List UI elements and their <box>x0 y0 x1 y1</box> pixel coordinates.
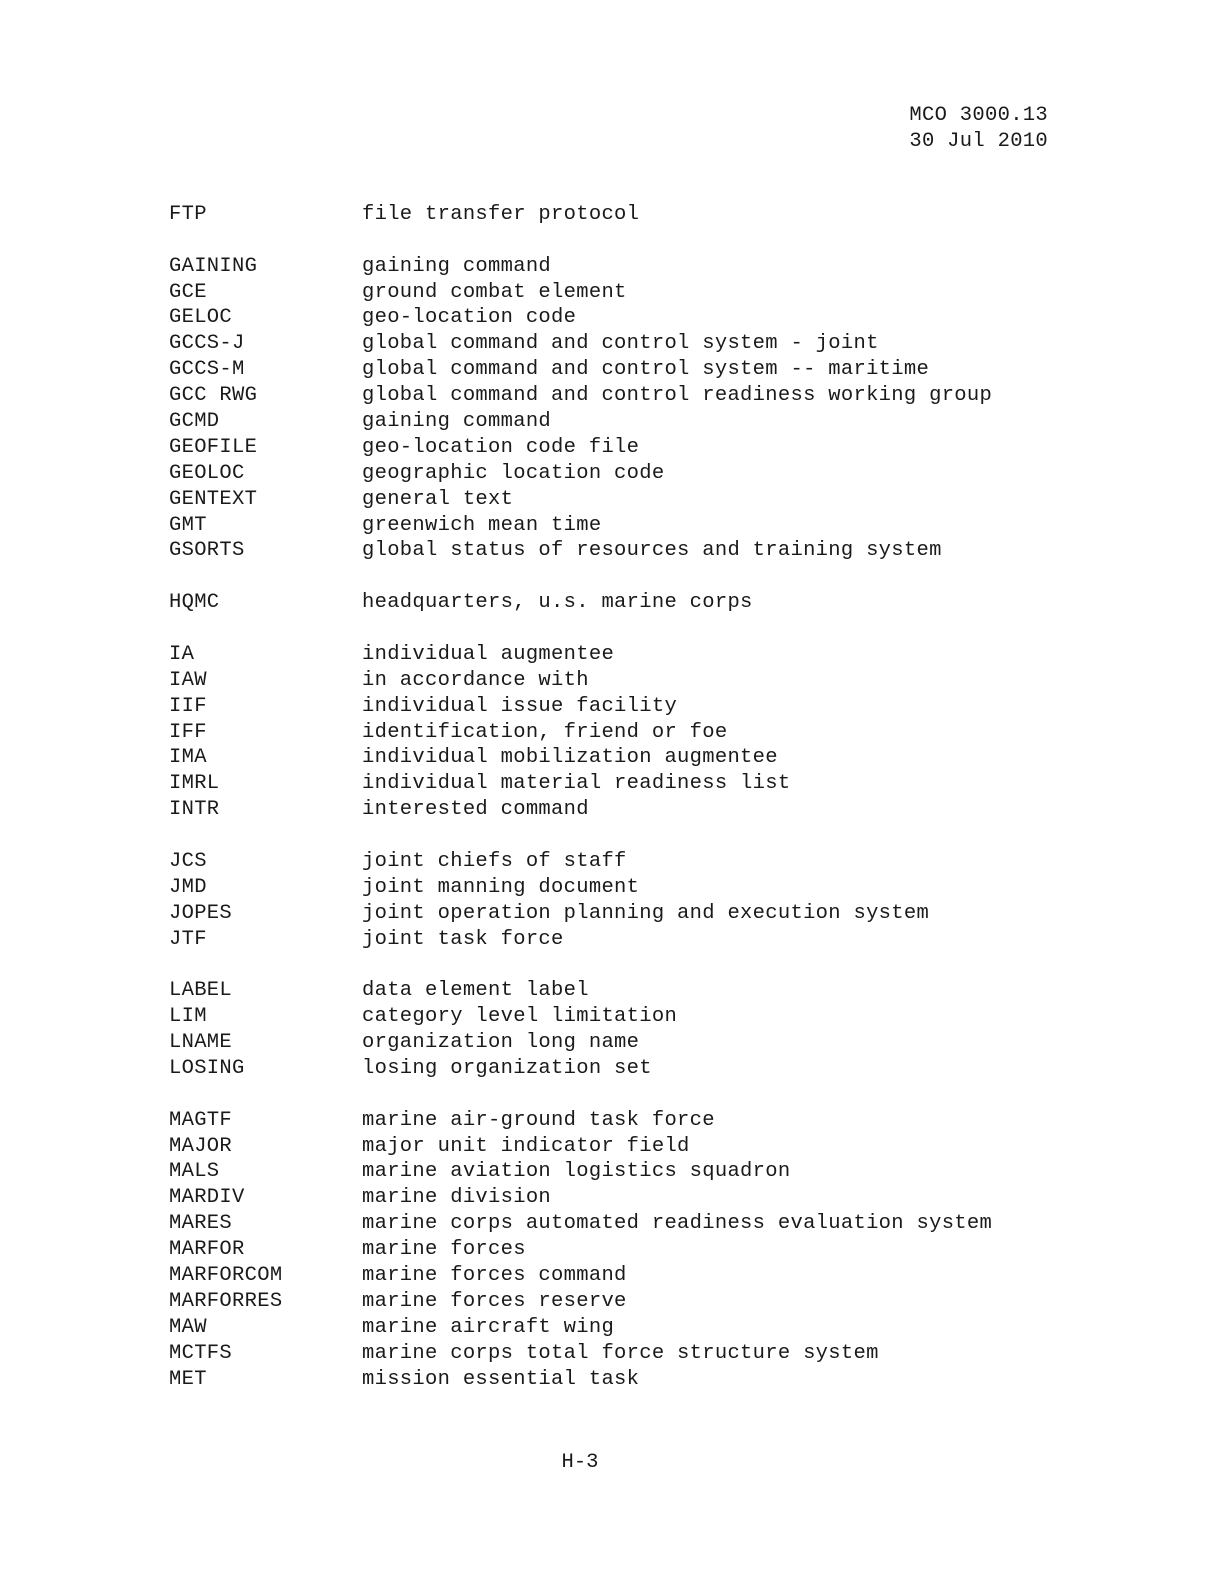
acronym-definition: global status of resources and training system <box>362 539 942 563</box>
acronym: LIM <box>169 1005 207 1029</box>
acronym: LNAME <box>169 1031 233 1055</box>
glossary-entry <box>169 435 1069 461</box>
glossary-entry <box>169 849 1069 875</box>
glossary-entry <box>169 331 1069 357</box>
acronym: MARFORCOM <box>169 1263 283 1287</box>
glossary-group <box>169 254 1069 565</box>
acronym: GAINING <box>169 254 258 278</box>
acronym: MALS <box>169 1160 220 1184</box>
acronym-definition: joint operation planning and execution system <box>362 901 930 925</box>
acronym-definition: individual material readiness list <box>362 772 791 796</box>
acronym-definition: geo-location code <box>362 306 577 330</box>
doc-date: 30 Jul 2010 <box>909 130 1048 153</box>
acronym: JOPES <box>169 901 233 925</box>
acronym-definition: file transfer protocol <box>362 203 640 226</box>
acronym-definition: marine division <box>362 1186 552 1210</box>
acronym-definition: greenwich mean time <box>362 513 602 537</box>
glossary-entry <box>169 1237 1069 1263</box>
acronym-definition: marine forces <box>362 1238 526 1262</box>
acronym: GEOLOC <box>169 461 245 485</box>
acronym: GCCS-M <box>169 358 245 382</box>
acronym: MARFORRES <box>169 1289 283 1313</box>
acronym: JCS <box>169 849 207 873</box>
glossary-entry <box>169 357 1069 383</box>
acronym-definition: losing organization set <box>362 1056 652 1080</box>
acronym-definition: marine air-ground task force <box>362 1108 715 1132</box>
glossary-entry <box>169 1134 1069 1160</box>
acronym-definition: identification, friend or foe <box>362 720 728 744</box>
acronym: IMRL <box>169 772 220 796</box>
acronym-definition: gaining command <box>362 410 552 434</box>
acronym-definition: global command and control system -- maritime <box>362 358 930 382</box>
acronym: MAGTF <box>169 1108 233 1132</box>
acronym-definition: data element label <box>362 979 589 1003</box>
acronym: GSORTS <box>169 539 245 563</box>
glossary-entry <box>169 1004 1069 1030</box>
acronym: MARES <box>169 1212 233 1236</box>
glossary-entry <box>169 875 1069 901</box>
glossary-entry <box>169 487 1069 513</box>
glossary-entry <box>169 771 1069 797</box>
acronym: IFF <box>169 720 207 744</box>
glossary-entry <box>169 1211 1069 1237</box>
acronym: MAJOR <box>169 1134 233 1158</box>
acronym-definition: individual mobilization augmentee <box>362 746 778 770</box>
glossary-entry <box>169 1185 1069 1211</box>
glossary-group <box>169 978 1069 1082</box>
acronym: MAW <box>169 1315 207 1339</box>
glossary-entry <box>169 668 1069 694</box>
glossary-entry <box>169 1315 1069 1341</box>
acronym-definition: marine corps total force structure system <box>362 1341 879 1365</box>
glossary-entry <box>169 1056 1069 1082</box>
glossary-entry <box>169 978 1069 1004</box>
acronym: GCMD <box>169 410 220 434</box>
glossary-entry <box>169 254 1069 280</box>
acronym: IA <box>169 642 195 666</box>
glossary-group <box>169 590 1069 616</box>
acronym-definition: geo-location code file <box>362 435 640 459</box>
acronym: GCE <box>169 280 207 304</box>
acronym-definition: marine forces command <box>362 1263 627 1287</box>
glossary-entry <box>169 202 1069 228</box>
page-number: H-3 <box>561 1451 599 1474</box>
glossary-entry <box>169 901 1069 927</box>
acronym-definition: global command and control readiness working group <box>362 384 993 408</box>
acronym: IMA <box>169 746 207 770</box>
glossary-entry <box>169 305 1069 331</box>
glossary-entry <box>169 1030 1069 1056</box>
acronym: INTR <box>169 798 220 822</box>
glossary-entry <box>169 1108 1069 1134</box>
acronym-definition: marine corps automated readiness evaluation system <box>362 1212 993 1236</box>
doc-number: MCO 3000.13 <box>909 104 1048 127</box>
acronym: FTP <box>169 203 207 226</box>
glossary-entry <box>169 538 1069 564</box>
glossary-group <box>169 202 1069 228</box>
glossary-entry <box>169 797 1069 823</box>
acronym-definition: geographic location code <box>362 461 665 485</box>
glossary-entry <box>169 461 1069 487</box>
glossary-entry <box>169 280 1069 306</box>
acronym-definition: category level limitation <box>362 1005 678 1029</box>
acronym-definition: headquarters, u.s. marine corps <box>362 591 753 615</box>
glossary-entry <box>169 1263 1069 1289</box>
glossary-entry <box>169 694 1069 720</box>
acronym: GMT <box>169 513 207 537</box>
document-header <box>909 103 1048 155</box>
acronym-definition: marine aircraft wing <box>362 1315 615 1339</box>
acronym-definition: mission essential task <box>362 1367 640 1391</box>
glossary-entry <box>169 927 1069 953</box>
acronym: LOSING <box>169 1056 245 1080</box>
acronym-definition: marine aviation logistics squadron <box>362 1160 791 1184</box>
glossary-entry <box>169 720 1069 746</box>
glossary-entry <box>169 745 1069 771</box>
acronym: IIF <box>169 694 207 718</box>
acronym-definition: general text <box>362 487 514 511</box>
glossary-entry <box>169 642 1069 668</box>
glossary-entry <box>169 409 1069 435</box>
acronym: HQMC <box>169 591 220 615</box>
acronym-definition: major unit indicator field <box>362 1134 690 1158</box>
glossary-entry <box>169 1159 1069 1185</box>
acronym-definition: in accordance with <box>362 668 589 692</box>
acronym: GCCS-J <box>169 332 245 356</box>
acronym-definition: joint manning document <box>362 875 640 899</box>
acronym: GELOC <box>169 306 233 330</box>
acronym: MARFOR <box>169 1238 245 1262</box>
acronym-definition: individual augmentee <box>362 642 615 666</box>
acronym-definition: organization long name <box>362 1031 640 1055</box>
acronym-definition: interested command <box>362 798 589 822</box>
glossary-entry <box>169 590 1069 616</box>
acronym: MET <box>169 1367 207 1391</box>
acronym-definition: joint task force <box>362 927 564 951</box>
glossary-group <box>169 642 1069 823</box>
acronym: GENTEXT <box>169 487 258 511</box>
acronym: GCC RWG <box>169 384 258 408</box>
acronym-definition: gaining command <box>362 254 552 278</box>
acronym-definition: joint chiefs of staff <box>362 849 627 873</box>
glossary-entry <box>169 513 1069 539</box>
acronym: LABEL <box>169 979 233 1003</box>
acronym: JMD <box>169 875 207 899</box>
glossary-entry <box>169 1367 1069 1393</box>
glossary-group <box>169 1108 1069 1393</box>
acronym: MARDIV <box>169 1186 245 1210</box>
acronym: GEOFILE <box>169 435 258 459</box>
acronym: IAW <box>169 668 207 692</box>
acronym-definition: marine forces reserve <box>362 1289 627 1313</box>
glossary-entry <box>169 383 1069 409</box>
acronym-definition: individual issue facility <box>362 694 678 718</box>
acronym: MCTFS <box>169 1341 233 1365</box>
acronym-definition: ground combat element <box>362 280 627 304</box>
glossary-entry <box>169 1341 1069 1367</box>
acronym-glossary <box>169 202 1069 1418</box>
acronym: JTF <box>169 927 207 951</box>
glossary-entry <box>169 1289 1069 1315</box>
acronym-definition: global command and control system - joint <box>362 332 879 356</box>
glossary-group <box>169 849 1069 953</box>
